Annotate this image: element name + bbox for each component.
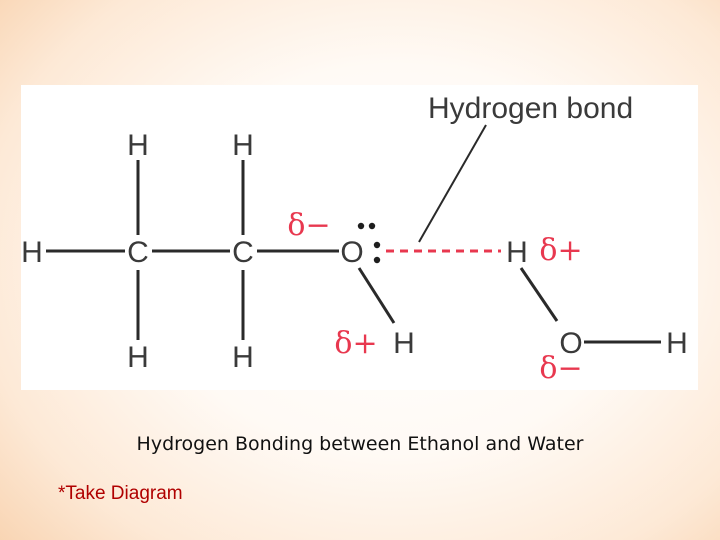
take-diagram-note: *Take Diagram [58,483,183,504]
hydrogen-bond-label: Hydrogen bond [428,92,634,125]
atom-h-top-left: H [127,129,149,162]
diagram-panel [21,85,698,390]
atom-h-ethanol-oh: H [393,327,415,360]
atom-h-water-right: H [666,327,688,360]
bond-o-h-ethanol [359,268,394,323]
atom-o-ethanol: O [340,236,364,269]
hydrogen-bond-diagram [21,85,698,390]
atom-h-bottom-right: H [232,341,254,374]
charge-delta-plus-ethanol-h: δ+ [334,326,378,361]
atom-c-right: C [232,236,254,269]
atom-h-left: H [21,236,43,269]
atom-h-water-bonded: H [506,236,528,269]
atom-c-left: C [127,236,149,269]
hydrogen-bond-pointer [419,125,486,242]
charge-delta-minus-ethanol-o: δ− [287,208,331,243]
lone-pair-dot [369,223,375,229]
lone-pair-dot [374,242,380,248]
lone-pair-dot [374,257,380,263]
charge-delta-plus-water-h: δ+ [539,233,583,268]
atom-h-top-right: H [232,129,254,162]
charge-delta-minus-water-o: δ− [539,351,583,386]
bond-h-o-water [521,268,557,321]
lone-pair-dot [358,223,364,229]
atom-o-water: O [559,327,583,360]
atom-h-bottom-left: H [127,341,149,374]
diagram-caption: Hydrogen Bonding between Ethanol and Water [136,433,584,455]
